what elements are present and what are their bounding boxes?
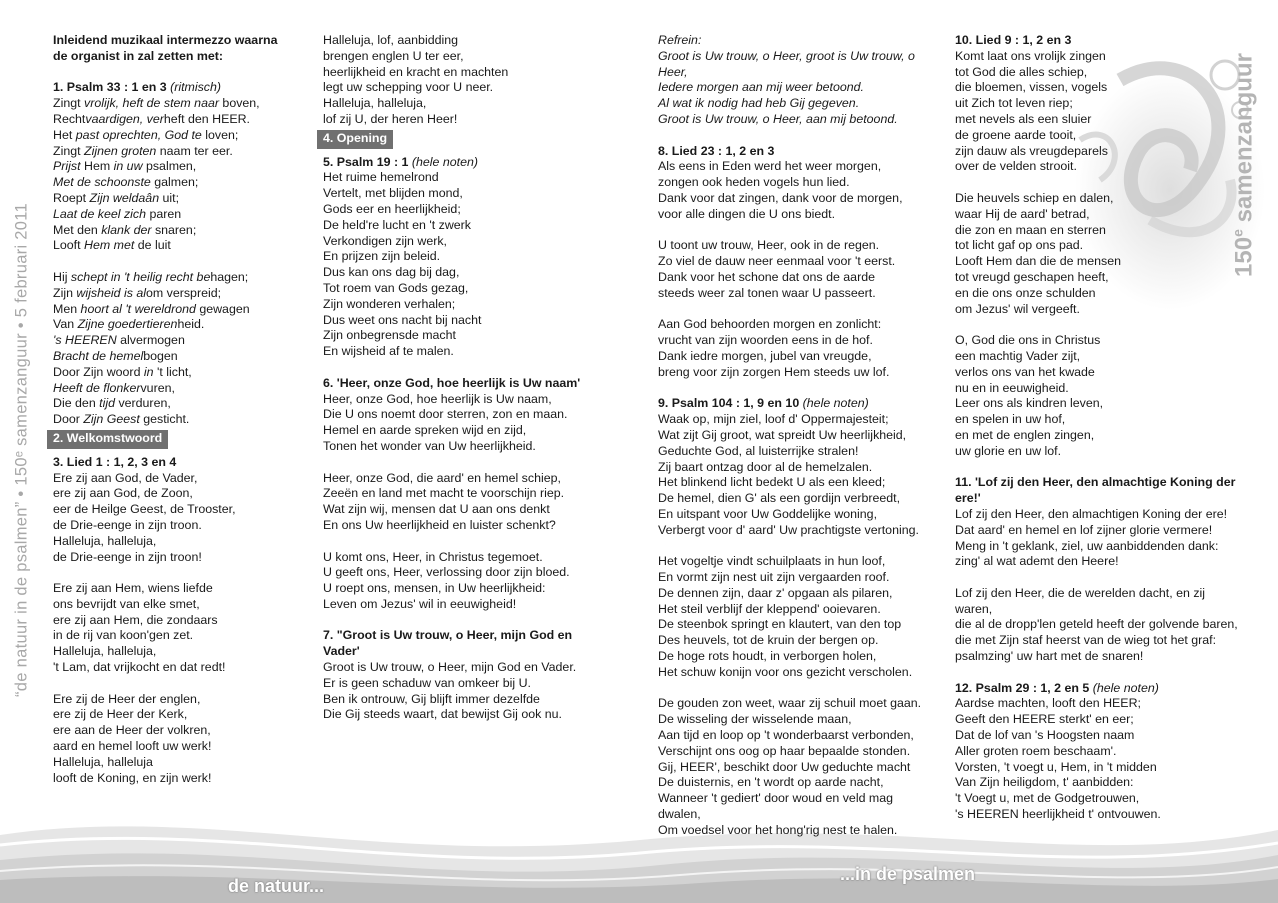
text-line: waar Hij de aard' betrad, <box>955 206 1090 221</box>
text-segment: psalmen, <box>142 159 197 174</box>
text-line: Geduchte God, al luisterrijke stralen! <box>658 443 859 458</box>
text-line: dwalen, <box>658 807 701 822</box>
line-spacer <box>323 613 623 629</box>
text-line: De duisternis, en 't wordt op aarde nacht, <box>658 775 884 790</box>
text-segment: loven; <box>201 127 239 142</box>
text-line: Die U ons noemt door sterren, zon en maan. <box>323 407 568 422</box>
text-line: 's HEEREN heerlijkheid t' ontvouwen. <box>955 807 1161 822</box>
sidebar-left-text: “de natuur in de psalmen” • 150ᵉ samenzanguur • 5 februari 2011 <box>12 203 31 697</box>
text-line-italic: Refrein: <box>658 33 702 47</box>
text-segment: gesticht. <box>139 412 190 427</box>
text-line: voor alle dingen die U ons biedt. <box>658 206 836 221</box>
text-segment: Roept <box>53 190 90 205</box>
text-line: Vorsten, 't voegt u, Hem, in 't midden <box>955 759 1157 774</box>
text-line: En vormt zijn nest uit zijn vergaarden roof. <box>658 570 890 585</box>
text-column-2 <box>323 33 623 723</box>
text-segment: heft den HEER. <box>163 111 250 126</box>
text-segment: snaren; <box>151 222 197 237</box>
text-line: 't Voegt u, met de Godgetrouwen, <box>955 791 1140 806</box>
line-spacer <box>658 681 950 697</box>
text-segment: tijd <box>99 396 115 411</box>
text-line: en spelen in uw hof, <box>955 412 1066 427</box>
text-segment: Zijn <box>53 285 77 300</box>
text-line: En prijzen zijn beleid. <box>323 249 441 264</box>
text-line: en met de englen zingen, <box>955 427 1095 442</box>
text-line: die al de dropp'len geteld heeft der golvende baren, <box>955 617 1238 632</box>
text-line: Er is geen schaduw van omkeer bij U. <box>323 675 531 690</box>
text-line: Aan God behoorden morgen en zonlicht: <box>658 317 882 332</box>
line-spacer <box>323 360 623 376</box>
footer-right-title: ...in de psalmen <box>840 864 976 884</box>
text-segment: heid. <box>177 317 205 332</box>
text-segment: de luit <box>134 238 171 253</box>
text-line: De wisseling der wisselende maan, <box>658 712 852 727</box>
text-segment: (ritmisch) <box>170 80 222 95</box>
text-line: Ere zij aan God, de Vader, <box>53 470 198 485</box>
text-line: Heer, onze God, hoe heerlijk is Uw naam, <box>323 391 552 406</box>
text-line <box>53 349 303 365</box>
text-line: Wat zijn wij, mensen dat U aan ons denkt <box>323 502 550 517</box>
text-line: om Jezus' wil vergeeft. <box>955 301 1080 316</box>
text-line: waren, <box>955 601 993 616</box>
text-line: Om voedsel voor het hong'rig nest te halen. <box>658 822 898 837</box>
text-line: De hoge rots houdt, in verborgen holen, <box>658 649 877 664</box>
text-line: Hemel en aarde spreken wijd en zijd, <box>323 423 527 438</box>
text-line: U geeft ons, Heer, verlossing door zijn bloed. <box>323 565 570 580</box>
footer-left-title: de natuur... <box>228 876 325 896</box>
section-heading-box <box>53 428 303 455</box>
text-segment: Hem <box>80 159 114 174</box>
text-line: ere zij aan Hem, die zondaars <box>53 612 218 627</box>
text-segment: in uw <box>113 159 143 174</box>
text-line: de Drie-eenge in zijn troon! <box>53 549 202 564</box>
text-segment: in <box>143 364 154 379</box>
text-segment: hoort al 't wereldrond <box>80 301 196 316</box>
text-line-italic: Heer, <box>658 64 688 79</box>
text-line: heerlijkheid en kracht en machten <box>323 64 509 79</box>
text-segment: Zijnen groten <box>84 143 157 158</box>
text-line <box>53 191 303 207</box>
text-segment: Met de schoonste <box>53 175 151 190</box>
text-segment: 12. Psalm 29 : 1, 2 en 5 <box>955 680 1093 695</box>
text-line: breng voor zijn zorgen Hem steeds uw lof. <box>658 364 890 379</box>
text-segment: alvermogen <box>116 333 185 348</box>
text-segment: Met den <box>53 222 102 237</box>
line-spacer <box>658 128 950 144</box>
text-line: U komt ons, Heer, in Christus tegemoet. <box>323 549 543 564</box>
text-segment: vrolijk, heft de stem naar <box>84 96 219 111</box>
song-heading: Inleidend muzikaal intermezzo waarna <box>53 33 278 47</box>
text-line <box>53 128 303 144</box>
text-segment: uit; <box>159 190 180 205</box>
text-segment: Bracht de hemel <box>53 348 144 363</box>
text-line: ere zij de Heer der Kerk, <box>53 707 188 722</box>
text-line: ere zij aan God, de Zoon, <box>53 486 193 501</box>
line-spacer <box>658 223 950 239</box>
text-line: uw glorie en uw lof. <box>955 443 1062 458</box>
text-line: eer de Heilge Geest, de Trooster, <box>53 502 236 517</box>
text-line: En ons Uw heerlijkheid en luister schenkt? <box>323 517 556 532</box>
text-line: Het steil verblijf der kleppend' ooievaren. <box>658 601 881 616</box>
line-spacer <box>955 460 1273 476</box>
text-line <box>53 96 303 112</box>
text-segment: schept in 't heilig recht be <box>70 269 211 284</box>
text-segment: Recht <box>53 111 86 126</box>
text-line: Gij, HEER', beschikt door Uw geduchte macht <box>658 759 911 774</box>
text-segment: naam ter eer. <box>156 143 233 158</box>
line-spacer <box>955 665 1273 681</box>
text-segment: Zijn weldaân <box>89 190 160 205</box>
text-segment: bogen <box>143 348 178 363</box>
text-segment: Men <box>53 301 81 316</box>
text-line: met nevels als een sluier <box>955 111 1092 126</box>
song-heading: 3. Lied 1 : 1, 2, 3 en 4 <box>53 454 177 469</box>
text-line: Halleluja, halleluja, <box>323 96 427 111</box>
text-line <box>53 286 303 302</box>
text-line: Verbergt voor d' aard' Uw prachtigste vertoning. <box>658 522 919 537</box>
text-line: Ere zij de Heer der englen, <box>53 691 201 706</box>
text-line: lof zij U, der heren Heer! <box>323 111 458 126</box>
text-segment: 5. Psalm 19 : 1 <box>323 154 412 169</box>
text-segment: Die den <box>53 396 100 411</box>
text-line: Des heuvels, tot de kruin der bergen op. <box>658 633 879 648</box>
text-line <box>53 159 303 175</box>
text-line: Die Gij steeds waart, dat bewijst Gij ook nu. <box>323 707 562 722</box>
text-line <box>53 144 303 160</box>
text-line: Wat zijt Gij groot, wat spreidt Uw heerlijkheid, <box>658 427 907 442</box>
song-heading: Vader' <box>323 644 360 659</box>
text-line: legt uw schepping voor U neer. <box>323 80 494 95</box>
song-heading: 6. 'Heer, onze God, hoe heerlijk is Uw naam' <box>323 375 581 390</box>
text-line: nu en in eeuwigheid. <box>955 380 1069 395</box>
text-line: Gods eer en heerlijkheid; <box>323 201 461 216</box>
text-line: Ere zij aan Hem, wiens liefde <box>53 581 213 596</box>
text-line <box>53 223 303 239</box>
song-heading: 10. Lied 9 : 1, 2 en 3 <box>955 33 1072 47</box>
text-line: 't Lam, dat vrijkocht en dat redt! <box>53 660 226 675</box>
text-segment: Hij <box>53 269 71 284</box>
text-line: Waak op, mijn ziel, loof d' Oppermajesteit; <box>658 412 889 427</box>
text-segment: past oprechten, God te <box>75 127 202 142</box>
line-spacer <box>658 381 950 397</box>
line-spacer <box>53 565 303 581</box>
line-spacer <box>955 175 1273 191</box>
text-line: En wijsheid af te malen. <box>323 344 454 359</box>
line-spacer <box>658 302 950 318</box>
text-line: vrucht van zijn woorden eens in de hof. <box>658 333 873 348</box>
text-line: Zijn wonderen verhalen; <box>323 296 456 311</box>
text-segment: hagen; <box>210 269 249 284</box>
text-line: Leven om Jezus' wil in eeuwigheid! <box>323 596 517 611</box>
text-segment: 1. Psalm 33 : 1 en 3 <box>53 80 171 95</box>
text-line: O, God die ons in Christus <box>955 333 1101 348</box>
text-line: Halleluja, halleluja, <box>53 533 157 548</box>
text-line <box>53 333 303 349</box>
text-segment: wijsheid is al <box>76 285 146 300</box>
text-line: Dank iedre morgen, jubel van vreugde, <box>658 348 872 363</box>
text-line <box>53 207 303 223</box>
text-segment: (hele noten) <box>802 396 869 411</box>
text-line <box>53 302 303 318</box>
text-line: Leer ons als kindren leven, <box>955 396 1104 411</box>
section-heading-label: 4. Opening <box>317 130 393 149</box>
text-line: Verkondigen zijn werk, <box>323 233 447 248</box>
text-line: Verschijnt ons oog op haar bepaalde stonden. <box>658 743 911 758</box>
line-spacer <box>323 534 623 550</box>
text-line <box>53 175 303 191</box>
text-line: die met Zijn staf heerst van de wieg tot het graf: <box>955 633 1217 648</box>
text-line <box>53 80 303 96</box>
line-spacer <box>53 676 303 692</box>
text-line <box>53 381 303 397</box>
text-segment: gewagen <box>195 301 250 316</box>
text-line-italic: Iedere morgen aan mij weer betoond. <box>658 80 864 95</box>
text-line: zing' al wat ademt den Heere! <box>955 554 1119 569</box>
text-segment: Looft <box>53 238 85 253</box>
text-segment: Heeft de flonker <box>53 380 141 395</box>
text-line <box>53 396 303 412</box>
text-line <box>53 270 303 286</box>
text-line: Zeeën en land met macht te voorschijn riep. <box>323 486 565 501</box>
text-line: U toont uw trouw, Heer, ook in de regen. <box>658 238 880 253</box>
text-line: de Drie-eenge in zijn troon. <box>53 517 202 532</box>
text-line: Komt laat ons vrolijk zingen <box>955 48 1106 63</box>
text-line: Die heuvels schiep en dalen, <box>955 190 1114 205</box>
text-line: Groot is Uw trouw, o Heer, mijn God en Vader. <box>323 660 577 675</box>
text-line: Aan tijd en loop op 't wonderbaarst verbonden, <box>658 728 914 743</box>
line-spacer <box>658 539 950 555</box>
song-heading: de organist in zal zetten met: <box>53 48 224 63</box>
text-line: De held're lucht en 't zwerk <box>323 217 471 232</box>
text-line: Halleluja, lof, aanbidding <box>323 33 459 47</box>
text-line: Als eens in Eden werd het weer morgen, <box>658 159 882 174</box>
text-segment: Prijst <box>53 159 81 174</box>
text-line: Dank voor het schone dat ons de aarde <box>658 269 875 284</box>
text-line: Ben ik ontrouw, Gij blijft immer dezelfde <box>323 691 540 706</box>
text-line: looft de Koning, en zijn werk! <box>53 770 212 785</box>
text-line: een machtig Vader zijt, <box>955 348 1081 363</box>
text-segment: om verspreid; <box>145 285 222 300</box>
text-line: De steenbok springt en klautert, van den top <box>658 617 902 632</box>
text-line: Halleluja, halleluja, <box>53 644 157 659</box>
text-line: Aardse machten, looft den HEER; <box>955 696 1141 711</box>
text-line: Dus weet ons nacht bij nacht <box>323 312 482 327</box>
text-line: Dus kan ons dag bij dag, <box>323 265 460 280</box>
text-line-italic: Al wat ik nodig had heb Gij gegeven. <box>658 96 860 111</box>
text-line: Heer, onze God, die aard' en hemel schiep, <box>323 470 561 485</box>
text-line-italic: Groot is Uw trouw, o Heer, aan mij betoond. <box>658 111 898 126</box>
text-line: en die ons onze schulden <box>955 285 1096 300</box>
text-column-3 <box>658 33 950 839</box>
text-segment: paren <box>146 206 182 221</box>
text-line: Geeft den HEERE sterkt' en eer; <box>955 712 1134 727</box>
text-segment: vaardigen, ver <box>85 111 164 126</box>
text-line: Dat aard' en hemel en lof zijner glorie vermere! <box>955 522 1213 537</box>
text-line: Zij baart ontzag door al de hemelzalen. <box>658 459 873 474</box>
text-segment: Hem met <box>84 238 135 253</box>
text-segment: Zijn Geest <box>83 412 140 427</box>
text-line <box>323 155 623 171</box>
text-line: Zo viel de dauw neer eenmaal voor 't eerst. <box>658 254 896 269</box>
text-line: verlos ons van het kwade <box>955 364 1095 379</box>
line-spacer <box>53 65 303 81</box>
text-line: in de rij van koon'gen zet. <box>53 628 194 643</box>
song-heading: 7. "Groot is Uw trouw, o Heer, mijn God en <box>323 628 573 643</box>
text-line <box>53 238 303 254</box>
text-line-italic: Groot is Uw trouw, o Heer, groot is Uw trouw, o <box>658 48 915 63</box>
section-heading-box <box>323 128 623 155</box>
text-segment: 9. Psalm 104 : 1, 9 en 10 <box>658 396 803 411</box>
text-line: zijn dauw als vreugdeparels <box>955 143 1108 158</box>
text-line: over de velden strooit. <box>955 159 1077 174</box>
text-line: Wanneer 't gediert' door woud en veld mag <box>658 791 894 806</box>
line-spacer <box>955 317 1273 333</box>
text-line: Tot roem van Gods gezag, <box>323 280 469 295</box>
text-line: De hemel, dien G' als een gordijn verbreedt, <box>658 491 901 506</box>
text-segment: klank der <box>101 222 152 237</box>
text-line: psalmzing' uw hart met de snaren! <box>955 649 1144 664</box>
text-segment: Zijne goedertieren <box>77 317 178 332</box>
text-line: tot licht gaf op ons pad. <box>955 238 1084 253</box>
text-segment: boven, <box>218 96 260 111</box>
text-line: En uitspant voor Uw Goddelijke woning, <box>658 506 878 521</box>
text-segment: Door <box>53 412 84 427</box>
text-line: Het vogeltje vindt schuilplaats in hun loof, <box>658 554 886 569</box>
text-segment: Door Zijn woord <box>53 364 144 379</box>
section-heading-label: 2. Welkomstwoord <box>47 430 168 449</box>
text-segment: (hele noten) <box>411 154 478 169</box>
text-segment: (hele noten) <box>1092 680 1159 695</box>
song-heading: 8. Lied 23 : 1, 2 en 3 <box>658 143 775 158</box>
text-line: De gouden zon weet, waar zij schuil moet gaan. <box>658 696 922 711</box>
text-line: Looft Hem dan die de mensen <box>955 254 1122 269</box>
text-segment: galmen; <box>150 175 199 190</box>
text-line: Meng in 't geklank, ziel, uw aanbiddenden dank: <box>955 538 1219 553</box>
text-line: die bloemen, vissen, vogels <box>955 80 1108 95</box>
text-line: aard en hemel looft uw werk! <box>53 739 212 754</box>
text-line <box>53 317 303 333</box>
line-spacer <box>955 570 1273 586</box>
text-line <box>53 412 303 428</box>
text-line <box>53 112 303 128</box>
text-line <box>955 681 1273 697</box>
text-segment: Het <box>53 127 76 142</box>
sidebar-right-text: 150e samenzanguur <box>1229 53 1258 277</box>
text-line: Halleluja, halleluja <box>53 754 153 769</box>
text-segment: 's HEEREN <box>53 333 117 348</box>
text-segment: Zingt <box>53 96 84 111</box>
text-line: steeds weer zal tonen waar U passeert. <box>658 285 876 300</box>
text-column-1 <box>53 33 303 786</box>
text-segment: verduren, <box>115 396 171 411</box>
text-line: Dat de lof van 's Hoogsten naam <box>955 728 1135 743</box>
text-line: Lof zij den Heer, die de werelden dacht, en zij <box>955 585 1206 600</box>
text-line: tot God die alles schiep, <box>955 64 1088 79</box>
text-column-4 <box>955 33 1273 823</box>
text-line: die zon en maan en sterren <box>955 222 1106 237</box>
text-line: Van Zijn heiligdom, t' aanbidden: <box>955 775 1134 790</box>
text-line: Zijn onbegrensde macht <box>323 328 456 343</box>
text-segment: Van <box>53 317 78 332</box>
line-spacer <box>323 455 623 471</box>
line-spacer <box>53 254 303 270</box>
text-line: De dennen zijn, daar z' opgaan als pilaren, <box>658 585 893 600</box>
text-line: U roept ons, mensen, in Uw heerlijkheid: <box>323 581 546 596</box>
text-line: brengen englen U ter eer, <box>323 48 464 63</box>
text-line: de groene aarde tooit, <box>955 127 1077 142</box>
text-line: Het blinkend licht bedekt U als een kleed; <box>658 475 886 490</box>
text-line: uit Zich tot leven riep; <box>955 96 1073 111</box>
song-heading: ere!' <box>955 491 981 506</box>
text-segment: 't licht, <box>153 364 192 379</box>
text-line: Lof zij den Heer, den almachtigen Koning der ere! <box>955 506 1228 521</box>
text-segment: Zingt <box>53 143 84 158</box>
text-line: tot vreugd geschapen heeft, <box>955 269 1109 284</box>
text-line: zongen ook heden vogels hun lied. <box>658 175 850 190</box>
text-line <box>53 365 303 381</box>
text-line: Tonen het wonder van Uw heerlijkheid. <box>323 438 536 453</box>
text-line <box>658 396 950 412</box>
text-line: ere aan de Heer der volkren, <box>53 723 211 738</box>
text-line: Vertelt, met blijden mond, <box>323 186 463 201</box>
text-line: ons bevrijdt van elke smet, <box>53 596 200 611</box>
text-segment: vuren, <box>140 380 175 395</box>
song-heading: 11. 'Lof zij den Heer, den almachtige Koning der <box>955 475 1236 490</box>
text-line: Dank voor dat zingen, dank voor de morgen, <box>658 190 903 205</box>
text-segment: Laat de keel zich <box>53 206 146 221</box>
text-line: Het ruime hemelrond <box>323 170 439 185</box>
text-line: Het schuw konijn voor ons gezicht verscholen. <box>658 664 913 679</box>
text-line: Aller groten roem beschaam'. <box>955 743 1117 758</box>
